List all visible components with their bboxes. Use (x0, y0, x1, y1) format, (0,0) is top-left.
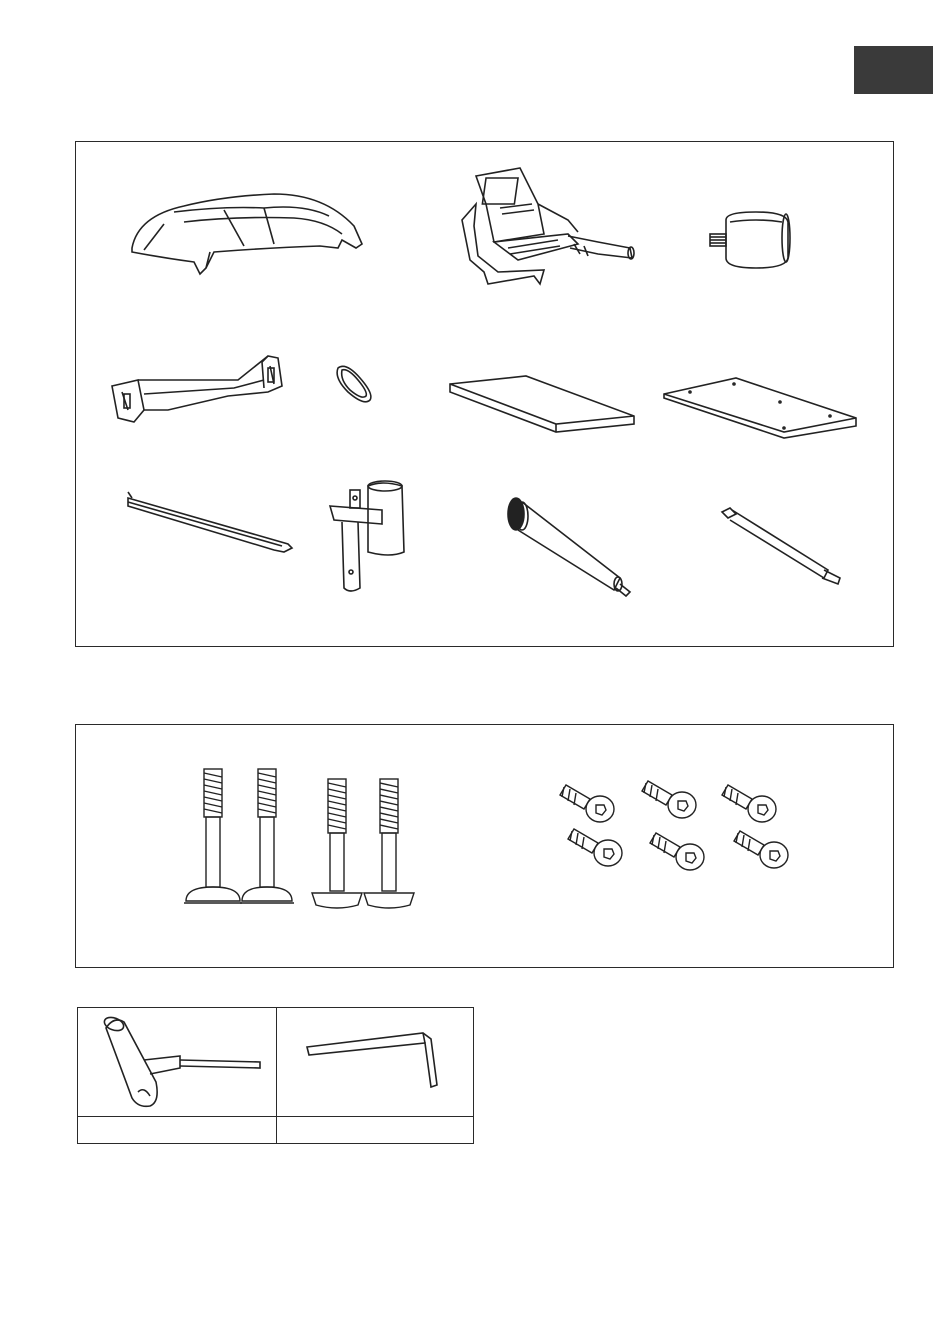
t-wrench-illustration (92, 1012, 262, 1112)
motor-cover-illustration (124, 186, 369, 278)
language-tab (854, 46, 933, 94)
rubber-ring-illustration (330, 360, 380, 406)
button-head-screws-illustration (554, 779, 806, 883)
base-plate-illustration (660, 372, 860, 440)
console-illustration (448, 164, 638, 292)
hex-key-label (276, 1117, 473, 1144)
support-bar-illustration (108, 352, 288, 428)
tools-table (77, 1007, 474, 1144)
roller-cap-illustration (696, 208, 796, 272)
deck-post-illustration (320, 476, 412, 600)
t-wrench-label (78, 1117, 277, 1144)
running-board-illustration (444, 370, 640, 434)
side-rail-illustration (124, 484, 296, 558)
hex-key-illustration (295, 1027, 455, 1097)
hardware-box (75, 724, 894, 968)
rear-roller-illustration (716, 498, 848, 590)
long-bolts-illustration (180, 765, 430, 917)
hex-key-cell (276, 1008, 473, 1117)
parts-overview-box (75, 141, 894, 647)
front-roller-illustration (502, 492, 642, 604)
t-wrench-cell (78, 1008, 277, 1117)
